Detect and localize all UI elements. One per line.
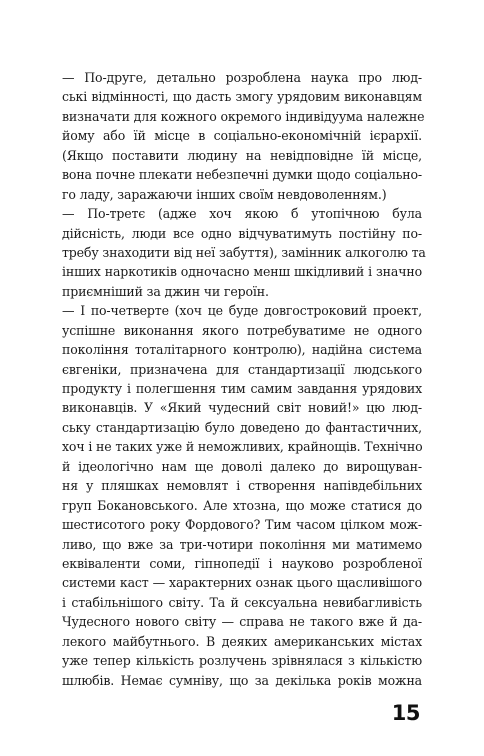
text-line: уже тепер кількість розлучень зрівнялася з кількістю bbox=[62, 653, 422, 669]
text-line: покоління тоталітарного контролю), надійна система bbox=[62, 342, 422, 358]
paragraph bbox=[62, 68, 425, 204]
text-line: системи каст — характерних ознак цього щасливішого bbox=[62, 575, 422, 591]
text-line: й ідеологічно нам ще доволі далеко до вирощуван- bbox=[62, 458, 422, 474]
text-line: приємніший за джин чи героїн. bbox=[62, 283, 269, 299]
text-line: інших наркотиків одночасно менш шкідливий і значно bbox=[62, 264, 422, 280]
text-line: лекого майбутнього. В деяких американських містах bbox=[62, 633, 422, 649]
text-line: ня у пляшках немовлят і створення напівдебільних bbox=[62, 478, 422, 494]
paragraph bbox=[62, 301, 422, 690]
text-line: євгеніки, призначена для стандартизації людського bbox=[62, 361, 422, 377]
text-line: (Якщо поставити людину на невідповідне їй місце, bbox=[62, 147, 422, 163]
text-line: шестисотого року Фордового? Тим часом цілком мож- bbox=[62, 517, 422, 533]
paragraph bbox=[62, 204, 426, 301]
text-line: визначати для кожного окремого індивідуума належне bbox=[62, 108, 425, 124]
text-line: вона почне плекати небезпечні думки щодо соціально- bbox=[62, 167, 422, 183]
text-line: хоч і не таких уже й неможливих, крайнощів. Технічно bbox=[62, 439, 423, 455]
text-line: дійсність, люди все одно відчуватимуть постійну по- bbox=[62, 225, 422, 241]
text-line: виконавців. У «Який чудесний світ новий!» цю люд- bbox=[62, 400, 422, 416]
text-line: успішне виконання якого потребуватиме не одного bbox=[62, 322, 422, 338]
text-line: шлюбів. Немає сумніву, що за декілька років можна bbox=[62, 672, 422, 688]
text-line: ські відмінності, що дасть змогу урядовим виконавцям bbox=[62, 89, 422, 105]
text-line: требу знаходити від неї забуття), замінник алкоголю та bbox=[62, 244, 426, 260]
text-line: ливо, що вже за три-чотири покоління ми матимемо bbox=[62, 536, 422, 552]
text-line: груп Бокановського. Але хтозна, що може статися до bbox=[62, 497, 422, 513]
text-line: — І по-четверте (хоч це буде довгостроковий проект, bbox=[62, 303, 422, 319]
text-line: — По-третє (адже хоч якою б утопічною була bbox=[62, 206, 422, 222]
text-line: ську стандартизацію було доведено до фантастичних, bbox=[62, 419, 422, 435]
text-line: і стабільнішого світу. Та й сексуальна невибагливість bbox=[62, 594, 422, 610]
text-line: — По-друге, детально розроблена наука про люд- bbox=[62, 70, 422, 85]
page-body bbox=[62, 68, 426, 690]
text-line: еквіваленти соми, гіпнопедії і науково розробленої bbox=[62, 555, 422, 571]
text-line: Чудесного нового світу — справа не такого вже й да- bbox=[62, 614, 422, 630]
text-line: го ладу, заражаючи інших своїм невдоволенням.) bbox=[62, 186, 387, 202]
text-line: продукту і полегшення тим самим завдання урядових bbox=[62, 381, 422, 396]
page-number: 15 bbox=[391, 701, 420, 725]
text-line: йому або їй місце в соціально-економічній ієрархії. bbox=[62, 128, 422, 144]
